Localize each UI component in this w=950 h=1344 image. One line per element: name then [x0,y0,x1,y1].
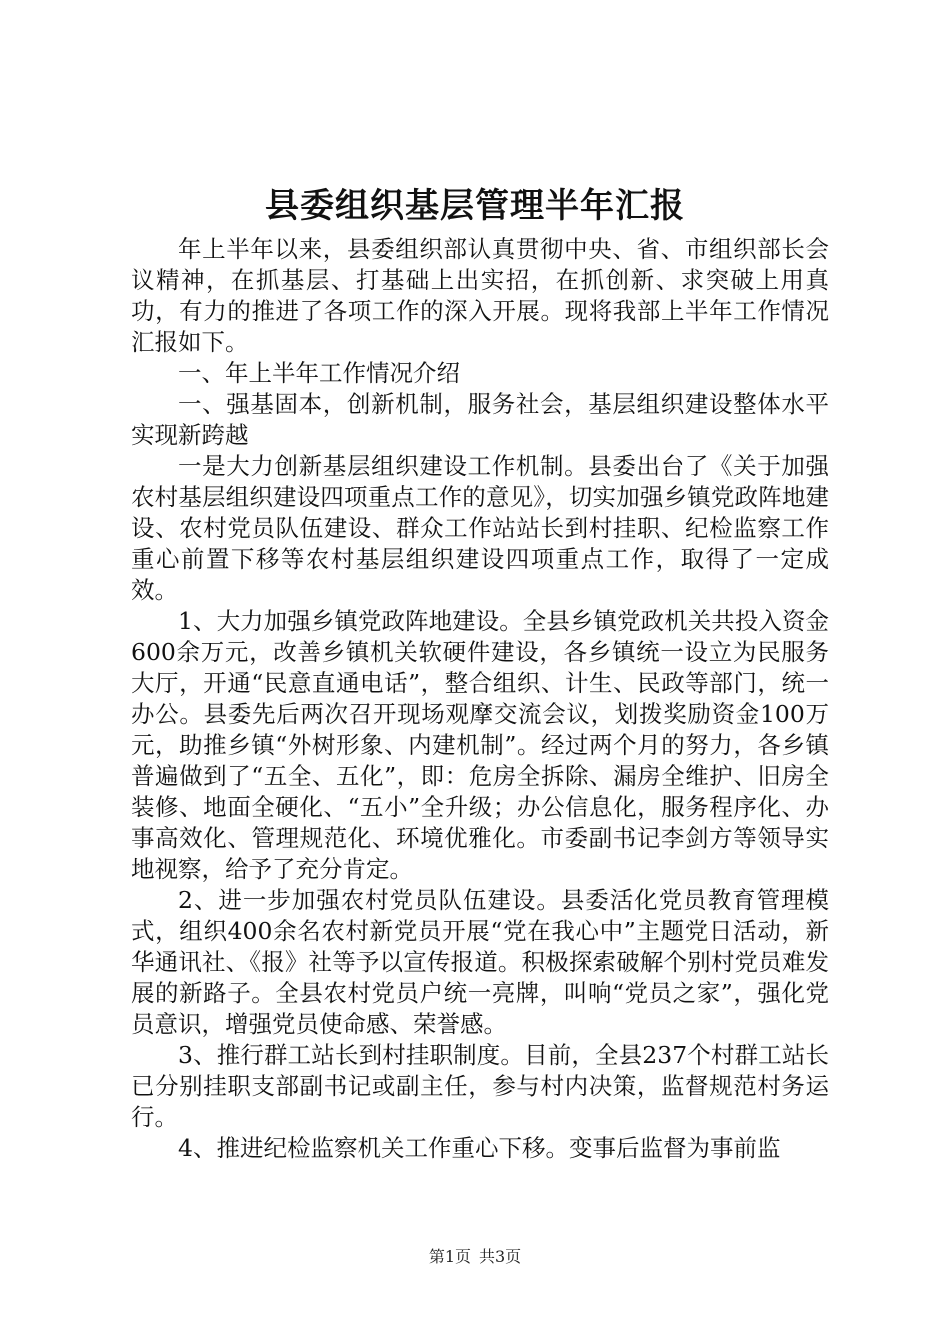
paragraph-intro: 年上半年以来，县委组织部认真贯彻中央、省、市组织部长会议精神，在抓基层、打基础上出实招，在抓创新、求突破上用真功，有力的推进了各项工作的深入开展。现将我部上半年工作情况汇报如下。 [131,235,829,356]
page-total: 共3页 [479,1247,522,1266]
paragraph-item-3: 3、推行群工站长到村挂职制度。目前，全县237个村群工站长已分别挂职支部副书记或副主任，参与村内决策，监督规范村务运行。 [131,1041,829,1131]
document-body [131,234,829,1164]
page-footer [0,1246,950,1268]
page-number: 第1页 [428,1247,471,1266]
paragraph-item-1: 1、大力加强乡镇党政阵地建设。全县乡镇党政机关共投入资金600余万元，改善乡镇机关软硬件建设，各乡镇统一设立为民服务大厅，开通“民意直通电话”，整合组织、计生、民政等部门，统一办公。县委先后两次召开现场观摩交流会议，划拨奖励资金100万元，助推乡镇“外树形象、内建机制”。经过两个月的努力，各乡镇普遍做到了“五全、五化”，即：危房全拆除、漏房全维护、旧房全装修、地面全硬化、“五小”全升级；办公信息化，服务程序化、办事高效化、管理规范化、环境优雅化。市委副书记李剑方等领导实地视察，给予了充分肯定。 [131,607,829,883]
section-heading: 一、年上半年工作情况介绍 [178,359,460,387]
document-title: 县委组织基层管理半年汇报 [265,186,685,226]
subsection-heading: 一、强基固本，创新机制，服务社会，基层组织建设整体水平实现新跨越 [131,390,829,449]
paragraph-item-4: 4、推进纪检监察机关工作重心下移。变事后监督为事前监 [178,1134,781,1162]
paragraph-mechanism: 一是大力创新基层组织建设工作机制。县委出台了《关于加强农村基层组织建设四项重点工作的意见》，切实加强乡镇党政阵地建设、农村党员队伍建设、群众工作站站长到村挂职、纪检监察工作重心前置下移等农村基层组织建设四项重点工作，取得了一定成效。 [131,452,829,604]
paragraph-item-2: 2、进一步加强农村党员队伍建设。县委活化党员教育管理模式，组织400余名农村新党员开展“党在我心中”主题党日活动，新华通讯社、《报》社等予以宣传报道。积极探索破解个别村党员难发展的新路子。全县农村党员户统一亮牌，叫响“党员之家”，强化党员意识，增强党员使命感、荣誉感。 [131,886,829,1038]
